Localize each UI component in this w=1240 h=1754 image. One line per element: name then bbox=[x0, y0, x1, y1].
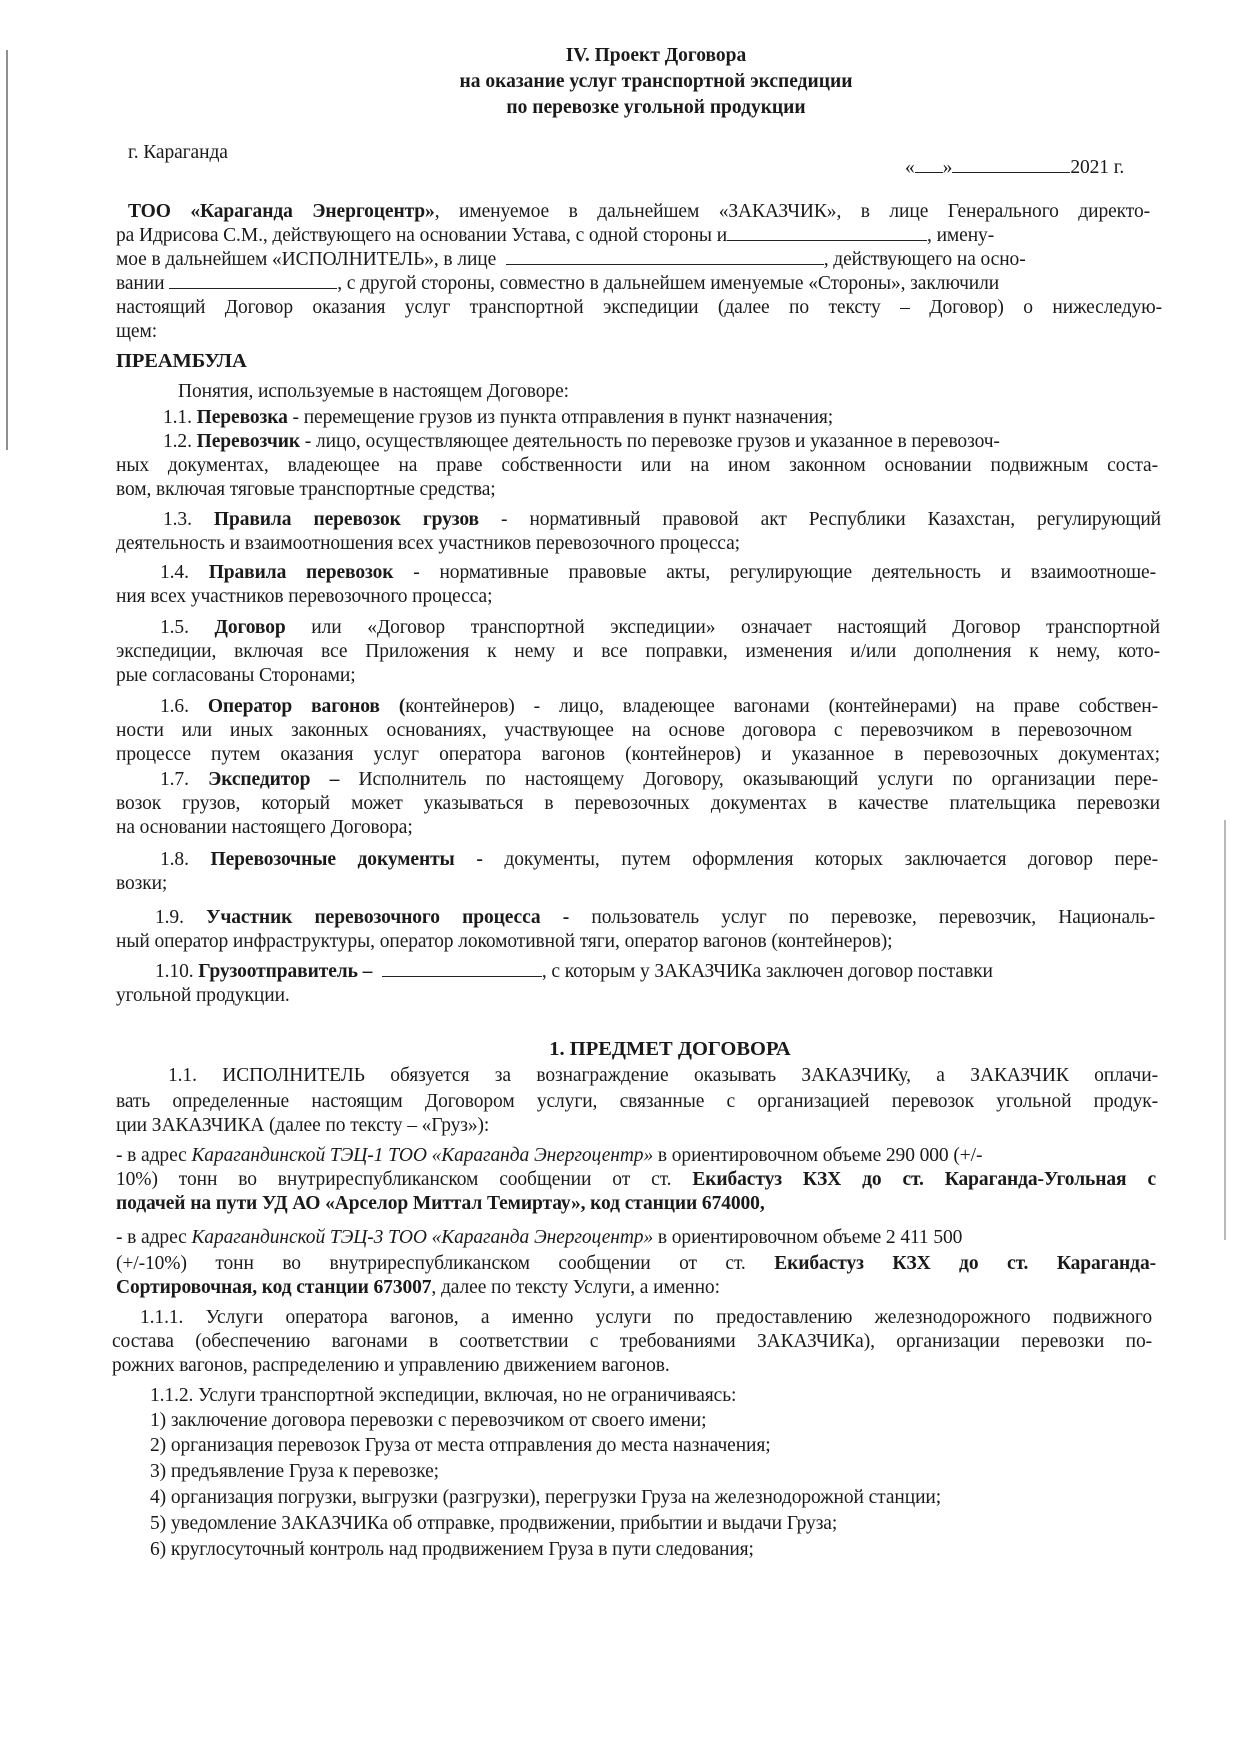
section-1-1-line-1: 1.1. ИСПОЛНИТЕЛЬ обязуется за вознаграждение оказывать ЗАКАЗЧИКу, а ЗАКАЗЧИК оплачи- bbox=[168, 1065, 1158, 1086]
scan-edge-mark bbox=[1224, 820, 1226, 1240]
address-1-line-3: подачей на пути УД АО «Арселор Миттал Темиртау», код станции 674000, bbox=[116, 1193, 765, 1214]
term-2-line-2: ных документах, владеющее на праве собственности или на ином законном основании подвижным соста- bbox=[116, 455, 1158, 476]
preamble-intro: Понятия, используемые в настоящем Договоре: bbox=[178, 381, 569, 402]
section-1-1-1-line-3: рожних вагонов, распределению и управлению движением вагонов. bbox=[112, 1355, 670, 1376]
intro-line-1: ТОО «Караганда Энергоцентр», именуемое в дальнейшем «ЗАКАЗЧИК», в лице Генерального директо- bbox=[128, 201, 1150, 222]
address-1-line-2: 10%) тонн во внутриреспубликанском сообщении от ст. Екибастуз КЗХ до ст. Караганда-Угольная с bbox=[116, 1169, 1156, 1190]
term-5-line-2: экспедиции, включая все Приложения к нему и все поправки, изменения и/или дополнения к нему, кото- bbox=[116, 641, 1160, 662]
term-8-line-1: 1.8. Перевозочные документы - документы, путем оформления которых заключается договор пере- bbox=[160, 849, 1159, 870]
term-5-line-1: 1.5. Договор или «Договор транспортной экспедиции» означает настоящий Договор транспортной bbox=[160, 617, 1160, 638]
term-9-line-1: 1.9. Участник перевозочного процесса - пользователь услуг по перевозке, перевозчик, Националь- bbox=[155, 907, 1155, 928]
section-1-heading: 1. ПРЕДМЕТ ДОГОВОРА bbox=[549, 1038, 791, 1060]
contract-date: « » 2021 г. bbox=[905, 157, 1125, 178]
term-5-line-3: рые согласованы Сторонами; bbox=[116, 665, 356, 686]
intro-line-5: настоящий Договор оказания услуг транспортной экспедиции (далее по тексту – Договор) о нижеследую- bbox=[116, 297, 1162, 318]
service-list-item: 5) уведомление ЗАКАЗЧИКа об отправке, продвижении, прибытии и выдачи Груза; bbox=[150, 1513, 838, 1534]
address-2-line-2: (+/-10%) тонн во внутриреспубликанском сообщении от ст. Екибастуз КЗХ до ст. Караганда- bbox=[116, 1253, 1156, 1274]
term-3-line-1: 1.3. Правила перевозок грузов - нормативный правовой акт Республики Казахстан, регулирующий bbox=[163, 509, 1162, 530]
service-list-item: 6) круглосуточный контроль над продвижением Груза в пути следования; bbox=[150, 1539, 754, 1560]
term-10-line-1: 1.10. Грузоотправитель – , с которым у ЗАКАЗЧИКа заключен договор поставки bbox=[155, 961, 993, 982]
term-6-line-1: 1.6. Оператор вагонов (контейнеров) - лицо, владеющее вагонами (контейнерами) на праве собствен- bbox=[160, 696, 1158, 717]
preamble-heading: ПРЕАМБУЛА bbox=[116, 350, 247, 372]
intro-line-6: щем: bbox=[116, 321, 158, 342]
term-8-line-2: возки; bbox=[116, 873, 168, 894]
intro-line-2: ра Идрисова С.М., действующего на основании Устава, с одной стороны и , имену- bbox=[116, 225, 995, 246]
doc-title-line-2: на оказание услуг транспортной экспедиции bbox=[459, 71, 853, 92]
section-1-1-2-intro: 1.1.2. Услуги транспортной экспедиции, включая, но не ограничиваясь: bbox=[150, 1385, 737, 1406]
term-6-line-3: процессе путем оказания услуг оператора вагонов (контейнеров) и указанное в перевозочных документах; bbox=[116, 744, 1160, 765]
service-list-item: 1) заключение договора перевозки с перевозчиком от своего имени; bbox=[150, 1410, 707, 1431]
section-1-1-1-line-2: состава (обеспечению вагонами в соответствии с требованиями ЗАКАЗЧИКа), организации перевозки по- bbox=[112, 1331, 1152, 1352]
term-1: 1.1. Перевозка - перемещение грузов из пункта отправления в пункт назначения; bbox=[163, 407, 834, 428]
section-1-1-1-line-1: 1.1.1. Услуги оператора вагонов, а именно услуги по предоставлению железнодорожного подвижного bbox=[140, 1307, 1152, 1328]
address-1-line-1: - в адрес Карагандинской ТЭЦ-1 ТОО «Караганда Энергоцентр» в ориентировочном объеме 290 000 (+/- bbox=[116, 1145, 983, 1166]
intro-line-3: мое в дальнейшем «ИСПОЛНИТЕЛЬ», в лице , действующего на осно- bbox=[116, 249, 1026, 270]
term-7-line-3: на основании настоящего Договора; bbox=[116, 817, 413, 838]
service-list-item: 4) организация погрузки, выгрузки (разгрузки), перегрузки Груза на железнодорожной станции; bbox=[150, 1487, 942, 1508]
term-4-line-1: 1.4. Правила перевозок - нормативные правовые акты, регулирующие деятельность и взаимоотноше- bbox=[160, 562, 1156, 583]
term-3-line-2: деятельность и взаимоотношения всех участников перевозочного процесса; bbox=[116, 533, 740, 554]
intro-line-4: вании , с другой стороны, совместно в дальнейшем именуемые «Стороны», заключили bbox=[116, 273, 1000, 294]
term-6-line-2: ности или иных законных основаниях, участвующее на основе договора с перевозчиком в перевозочном bbox=[116, 720, 1132, 741]
term-2-line-1: 1.2. Перевозчик - лицо, осуществляющее деятельность по перевозке грузов и указанное в перевозоч- bbox=[163, 431, 1000, 452]
term-7-line-1: 1.7. Экспедитор – Исполнитель по настоящему Договору, оказывающий услуги по организации пере- bbox=[160, 769, 1158, 790]
term-2-line-3: вом, включая тяговые транспортные средства; bbox=[116, 479, 496, 500]
doc-title-line-1: IV. Проект Договора bbox=[565, 45, 747, 66]
service-list-item: 3) предъявление Груза к перевозке; bbox=[150, 1461, 439, 1482]
doc-title-line-3: по перевозке угольной продукции bbox=[506, 97, 806, 118]
address-2-line-3: Сортировочная, код станции 673007, далее по тексту Услуги, а именно: bbox=[116, 1277, 720, 1298]
term-9-line-2: ный оператор инфраструктуры, оператор локомотивной тяги, оператор вагонов (контейнеров); bbox=[116, 931, 893, 952]
city: г. Караганда bbox=[128, 142, 228, 163]
address-2-line-1: - в адрес Карагандинской ТЭЦ-3 ТОО «Караганда Энергоцентр» в ориентировочном объеме 2 411 500 bbox=[116, 1227, 963, 1248]
section-1-1-line-3: ции ЗАКАЗЧИКА (далее по тексту – «Груз»): bbox=[116, 1115, 490, 1136]
service-list-item: 2) организация перевозок Груза от места отправления до места назначения; bbox=[150, 1435, 771, 1456]
term-7-line-2: возок грузов, который может указываться в перевозочных документах в качестве плательщика перевозки bbox=[116, 793, 1160, 814]
term-4-line-2: ния всех участников перевозочного процесса; bbox=[116, 586, 493, 607]
section-1-1-line-2: вать определенные настоящим Договором услуги, связанные с организацией перевозок угольной продук- bbox=[116, 1091, 1158, 1112]
term-10-line-2: угольной продукции. bbox=[116, 985, 290, 1006]
